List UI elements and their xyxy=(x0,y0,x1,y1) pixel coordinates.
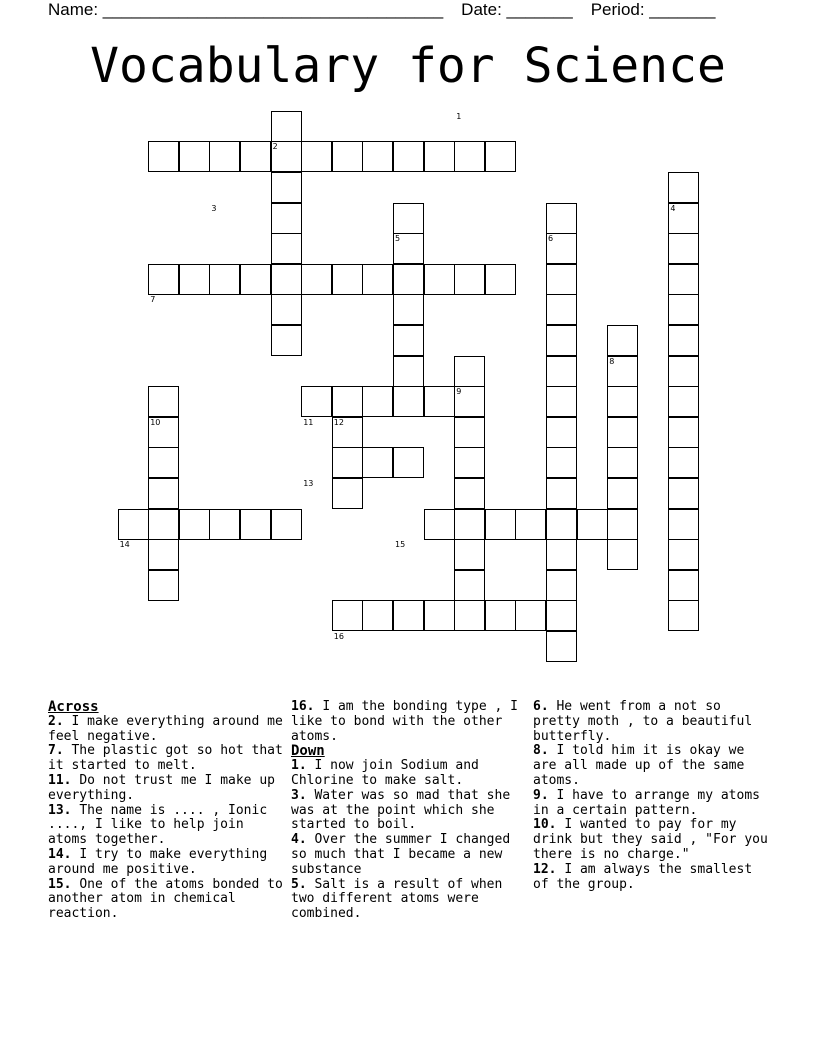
grid-cell[interactable] xyxy=(271,509,302,540)
cell-number: 2 xyxy=(272,142,278,152)
grid-cell[interactable] xyxy=(148,264,179,295)
grid-cell[interactable] xyxy=(546,631,577,662)
grid-cell[interactable] xyxy=(546,447,577,478)
grid-cell[interactable] xyxy=(271,264,302,295)
grid-cell[interactable] xyxy=(271,294,302,325)
clue-down-4: 4. Over the summer I changed so much that I became a new substance xyxy=(291,832,511,877)
grid-cell[interactable] xyxy=(668,509,699,540)
grid-cell[interactable] xyxy=(607,509,638,540)
grid-cell[interactable] xyxy=(454,509,485,540)
grid-cell[interactable] xyxy=(546,386,577,417)
grid-cell[interactable] xyxy=(332,447,363,478)
grid-cell[interactable] xyxy=(118,509,149,540)
grid-cell[interactable] xyxy=(148,386,179,417)
grid-cell[interactable] xyxy=(515,509,546,540)
name-field[interactable]: Name: ____________________________________ xyxy=(48,0,444,19)
grid-cell[interactable] xyxy=(454,141,485,172)
grid-cell[interactable] xyxy=(546,356,577,387)
grid-cell[interactable] xyxy=(668,356,699,387)
grid-cell[interactable] xyxy=(607,447,638,478)
grid-cell[interactable] xyxy=(454,600,485,631)
grid-cell[interactable] xyxy=(668,325,699,356)
grid-cell[interactable] xyxy=(393,141,424,172)
grid-cell[interactable] xyxy=(271,172,302,203)
grid-cell[interactable] xyxy=(240,264,271,295)
grid-cell[interactable] xyxy=(179,264,210,295)
grid-cell[interactable] xyxy=(301,264,332,295)
grid-cell[interactable] xyxy=(148,478,179,509)
grid-cell[interactable] xyxy=(362,447,393,478)
grid-cell[interactable] xyxy=(424,264,455,295)
cell-number: 7 xyxy=(150,295,156,305)
grid-cell[interactable] xyxy=(209,264,240,295)
grid-cell[interactable] xyxy=(209,509,240,540)
grid-cell[interactable] xyxy=(668,570,699,601)
grid-cell[interactable] xyxy=(485,509,516,540)
grid-cell[interactable] xyxy=(454,447,485,478)
clues-column-3 xyxy=(533,700,768,892)
grid-cell[interactable] xyxy=(240,141,271,172)
grid-cell[interactable] xyxy=(668,539,699,570)
clue-down-1: 1. I now join Sodium and Chlorine to make salt. xyxy=(291,758,479,788)
grid-cell[interactable] xyxy=(668,264,699,295)
grid-cell[interactable] xyxy=(271,325,302,356)
grid-cell[interactable] xyxy=(607,325,638,356)
cell-number: 10 xyxy=(150,417,161,427)
clue-across-7: 7. The plastic got so hot that it started to melt. xyxy=(48,743,283,774)
clues-column-2 xyxy=(291,700,526,922)
grid-cell[interactable] xyxy=(454,417,485,448)
down-heading: Down xyxy=(291,743,325,760)
grid-cell[interactable] xyxy=(546,203,577,234)
clue-across-13: 13. The name is .... , Ionic ...., I like to help join atoms together. xyxy=(48,802,268,848)
grid-cell[interactable] xyxy=(454,264,485,295)
grid-cell[interactable] xyxy=(424,141,455,172)
grid-cell[interactable] xyxy=(332,141,363,172)
clue-across-2: 2. I make everything around me feel negative. xyxy=(48,713,283,744)
grid-cell[interactable] xyxy=(424,509,455,540)
grid-cell[interactable] xyxy=(148,447,179,478)
clue-down-3: 3. Water was so mad that she was at the point which she started to boil. xyxy=(291,787,511,833)
grid-cell[interactable] xyxy=(424,386,455,417)
cell-number: 14 xyxy=(119,540,130,550)
clue-down-8: 8. I told him it is okay we are all made up of the same atoms. xyxy=(533,743,745,788)
grid-cell[interactable] xyxy=(454,570,485,601)
cell-number: 11 xyxy=(303,417,314,427)
cell-number: 15 xyxy=(395,540,406,550)
grid-cell[interactable] xyxy=(393,264,424,295)
grid-cell[interactable] xyxy=(668,233,699,264)
across-heading: Across xyxy=(48,699,99,715)
cell-number: 6 xyxy=(548,234,554,244)
grid-cell[interactable] xyxy=(179,141,210,172)
clue-across-16: 16. I am the bonding type , I like to bond with the other atoms. xyxy=(291,699,518,744)
clue-down-6: 6. He went from a not so pretty moth , to a beautiful butterfly. xyxy=(533,699,753,744)
grid-cell[interactable] xyxy=(668,417,699,448)
grid-cell[interactable] xyxy=(546,264,577,295)
cell-number: 9 xyxy=(456,387,462,397)
grid-cell[interactable] xyxy=(209,141,240,172)
grid-cell[interactable] xyxy=(607,478,638,509)
clue-down-9: 9. I have to arrange my atoms in a certain pattern. xyxy=(533,787,760,818)
grid-cell[interactable] xyxy=(271,233,302,264)
grid-cell[interactable] xyxy=(332,264,363,295)
grid-cell[interactable] xyxy=(393,294,424,325)
clues-column-1 xyxy=(48,700,283,922)
grid-cell[interactable] xyxy=(332,478,363,509)
grid-cell[interactable] xyxy=(332,600,363,631)
cell-number: 1 xyxy=(456,111,462,121)
cell-number: 12 xyxy=(333,417,344,427)
header-fields xyxy=(48,0,734,20)
grid-cell[interactable] xyxy=(393,203,424,234)
grid-cell[interactable] xyxy=(454,539,485,570)
grid-cell[interactable] xyxy=(546,509,577,540)
grid-cell[interactable] xyxy=(546,600,577,631)
grid-cell[interactable] xyxy=(271,111,302,142)
cell-number: 5 xyxy=(395,234,401,244)
date-field[interactable]: Date: _______ xyxy=(461,0,573,19)
grid-cell[interactable] xyxy=(546,570,577,601)
grid-cell[interactable] xyxy=(393,600,424,631)
grid-cell[interactable] xyxy=(668,386,699,417)
grid-cell[interactable] xyxy=(607,417,638,448)
grid-cell[interactable] xyxy=(393,386,424,417)
grid-cell[interactable] xyxy=(485,600,516,631)
grid-cell[interactable] xyxy=(607,386,638,417)
grid-cell[interactable] xyxy=(362,141,393,172)
grid-cell[interactable] xyxy=(148,509,179,540)
grid-cell[interactable] xyxy=(577,509,608,540)
grid-cell[interactable] xyxy=(301,386,332,417)
grid-cell[interactable] xyxy=(393,447,424,478)
cell-number: 8 xyxy=(609,356,615,366)
grid-cell[interactable] xyxy=(362,386,393,417)
grid-cell[interactable] xyxy=(332,386,363,417)
grid-cell[interactable] xyxy=(271,203,302,234)
clue-down-5: 5. Salt is a result of when two different atoms were combined. xyxy=(291,876,503,922)
grid-cell[interactable] xyxy=(546,478,577,509)
clue-across-15: 15. One of the atoms bonded to another atom in chemical reaction. xyxy=(48,876,283,922)
grid-cell[interactable] xyxy=(668,294,699,325)
grid-cell[interactable] xyxy=(454,478,485,509)
grid-cell[interactable] xyxy=(454,356,485,387)
clue-across-14: 14. I try to make everything around me positive. xyxy=(48,846,268,877)
grid-cell[interactable] xyxy=(668,478,699,509)
grid-cell[interactable] xyxy=(485,141,516,172)
grid-cell[interactable] xyxy=(393,325,424,356)
cell-number: 4 xyxy=(670,203,676,213)
grid-cell[interactable] xyxy=(148,539,179,570)
grid-cell[interactable] xyxy=(240,509,271,540)
cell-number: 16 xyxy=(333,631,344,641)
cell-number: 13 xyxy=(303,478,314,488)
grid-cell[interactable] xyxy=(148,570,179,601)
page-title: Vocabulary for Science xyxy=(90,38,726,94)
grid-cell[interactable] xyxy=(668,447,699,478)
grid-cell[interactable] xyxy=(546,294,577,325)
clue-across-11: 11. Do not trust me I make up everything. xyxy=(48,772,275,803)
grid-cell[interactable] xyxy=(546,325,577,356)
clue-down-10: 10. I wanted to pay for my drink but they said , "For you there is no charge." xyxy=(533,817,768,862)
grid-cell[interactable] xyxy=(515,600,546,631)
grid-cell[interactable] xyxy=(485,264,516,295)
clue-down-12: 12. I am always the smallest of the group. xyxy=(533,861,753,892)
grid-cell[interactable] xyxy=(362,264,393,295)
grid-cell[interactable] xyxy=(546,417,577,448)
grid-cell[interactable] xyxy=(148,141,179,172)
grid-cell[interactable] xyxy=(607,539,638,570)
period-field[interactable]: Period: _______ xyxy=(590,0,716,19)
grid-cell[interactable] xyxy=(424,600,455,631)
grid-cell[interactable] xyxy=(393,356,424,387)
grid-cell[interactable] xyxy=(546,539,577,570)
cell-number: 3 xyxy=(211,203,217,213)
grid-cell[interactable] xyxy=(668,172,699,203)
grid-cell[interactable] xyxy=(301,141,332,172)
grid-cell[interactable] xyxy=(668,600,699,631)
grid-cell[interactable] xyxy=(362,600,393,631)
grid-cell[interactable] xyxy=(179,509,210,540)
